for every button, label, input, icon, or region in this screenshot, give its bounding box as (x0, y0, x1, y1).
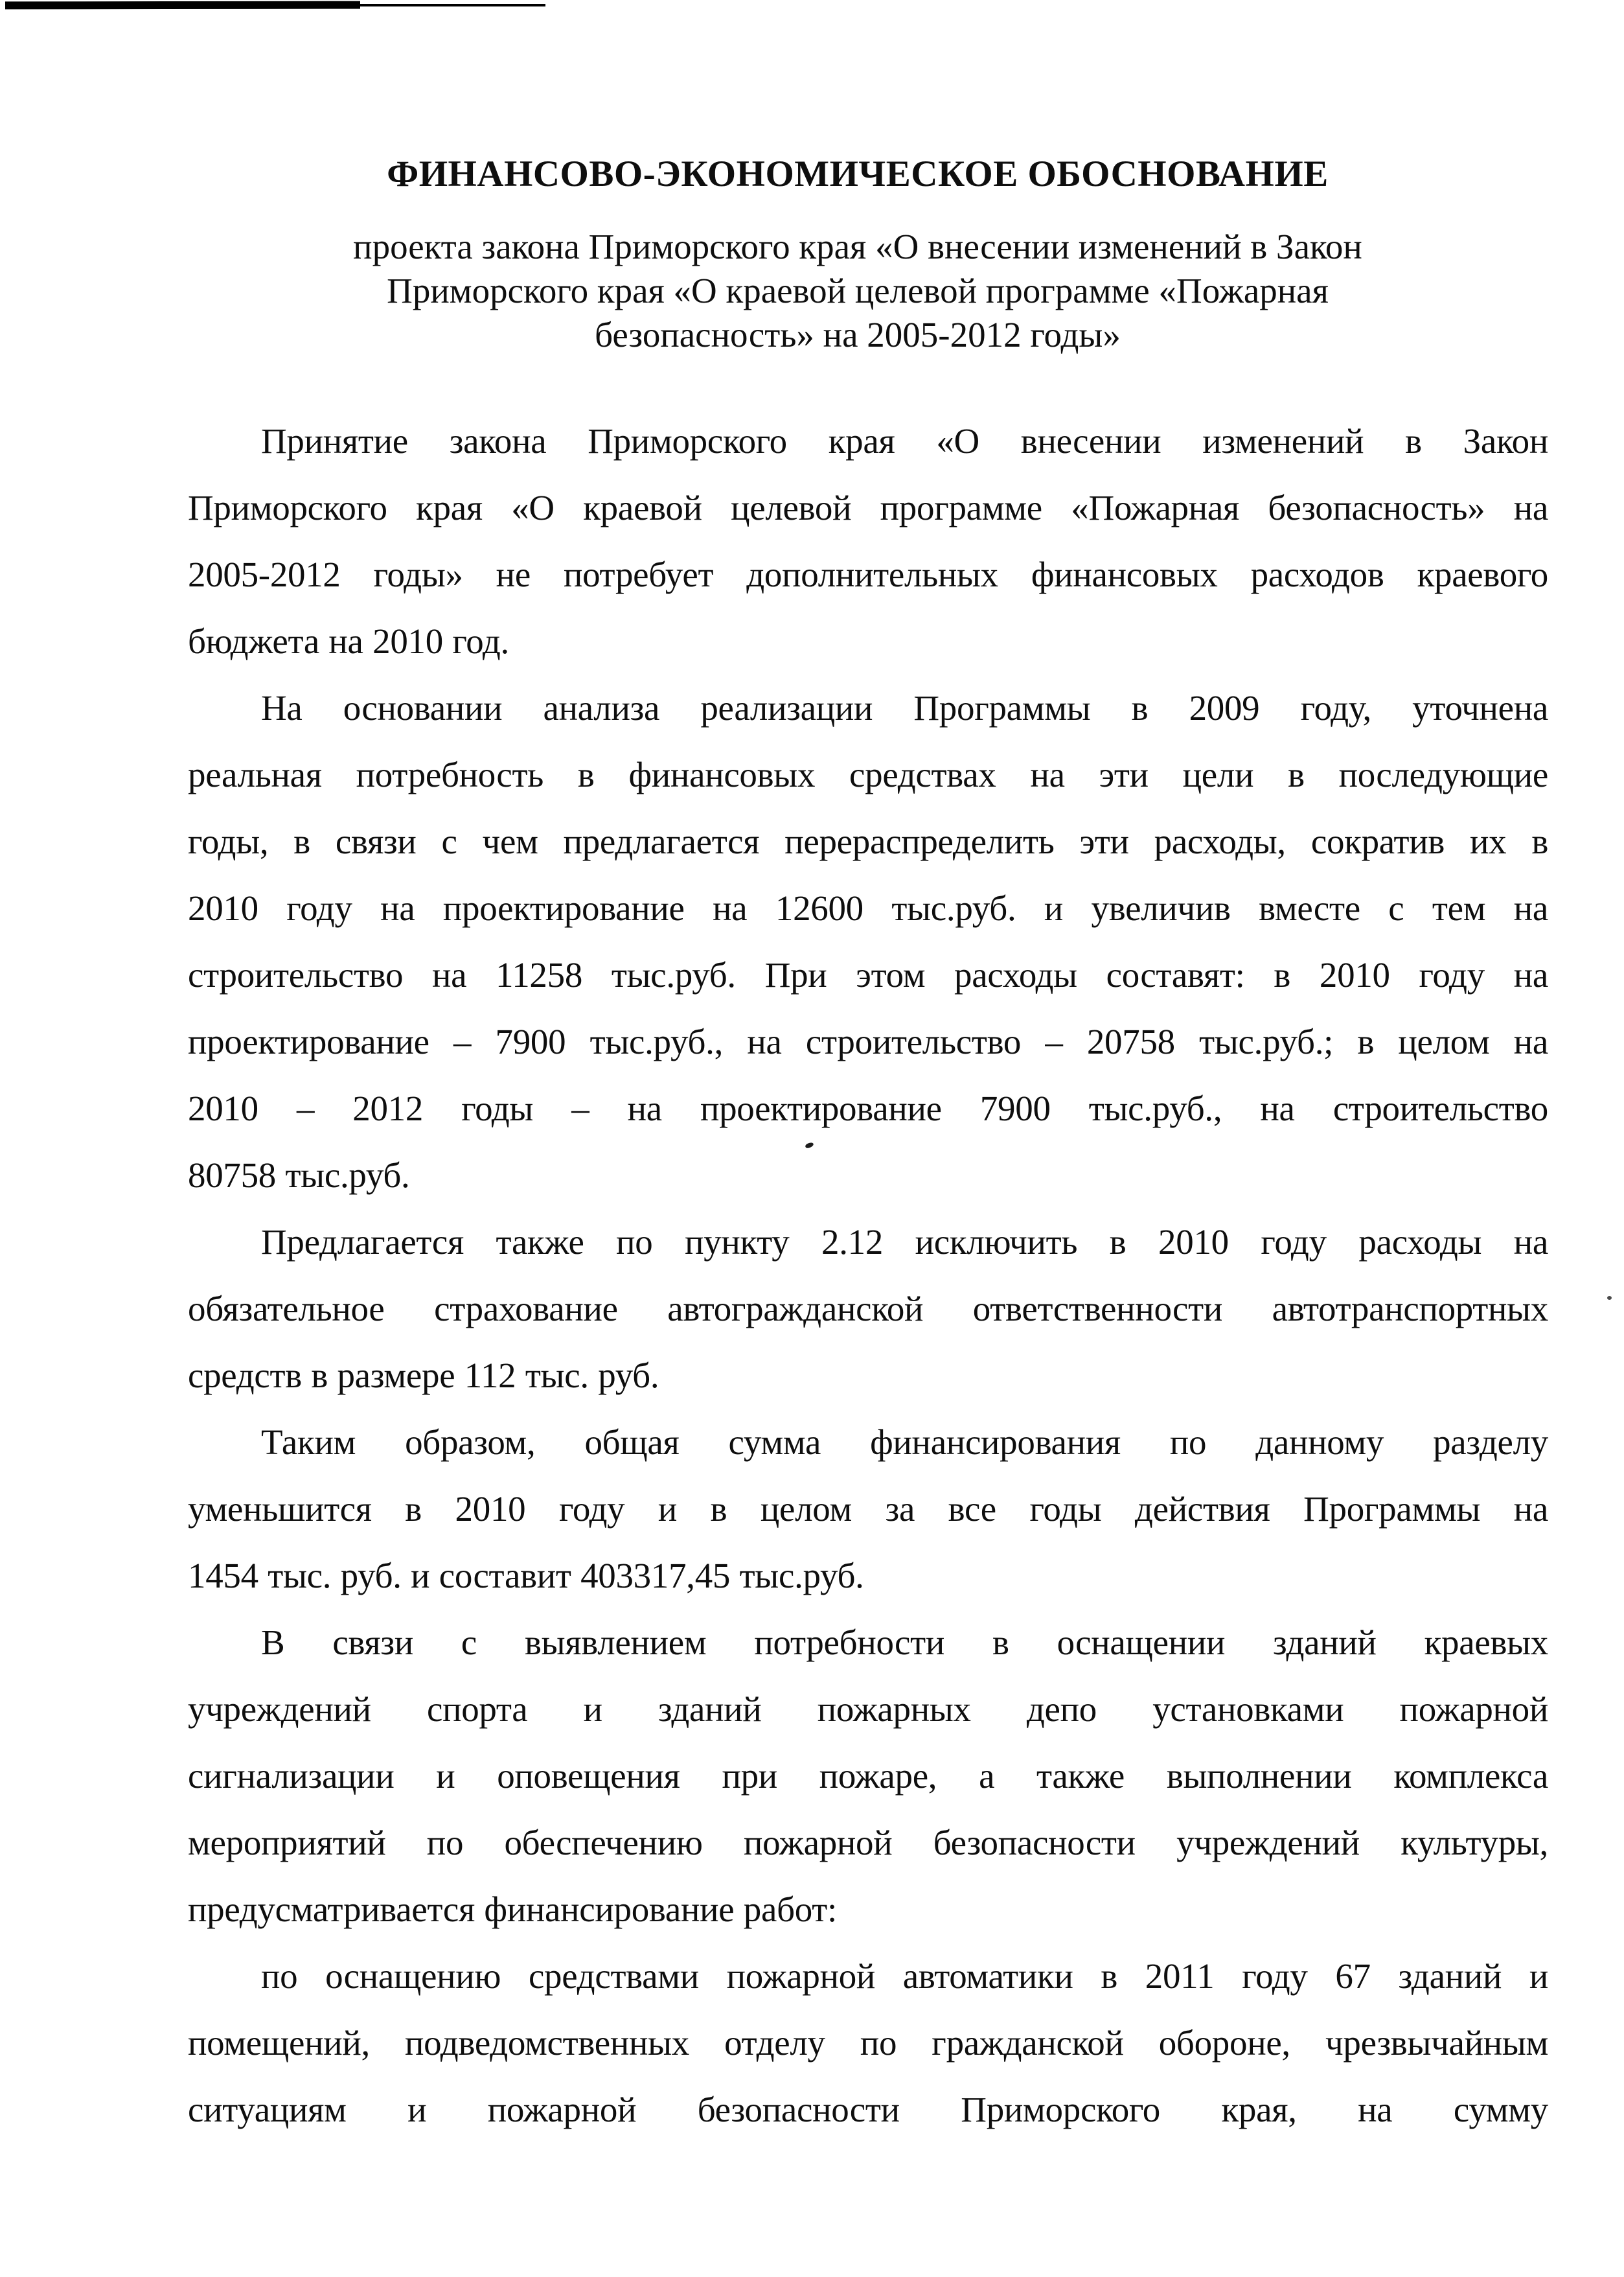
paragraph-line: Таким образом, общая сумма финансирования по данному разделу (261, 1422, 1548, 1462)
paragraph-line: учреждений спорта и зданий пожарных депо установками пожарной (188, 1689, 1548, 1729)
paragraph-line: ситуациям и пожарной безопасности Приморского края, на сумму (188, 2090, 1548, 2129)
paragraph (188, 1409, 1548, 1609)
paragraph-line: обязательное страхование автогражданской ответственности автотранспортных (188, 1289, 1548, 1328)
paragraph-line: 2010 году на проектирование на 12600 тыс.руб. и увеличив вместе с тем на (188, 888, 1548, 928)
paragraph-line: На основании анализа реализации Программы в 2009 году, уточнена (261, 688, 1548, 728)
paragraph-line: по оснащению средствами пожарной автоматики в 2011 году 67 зданий и (261, 1956, 1548, 1996)
document-content (188, 0, 1548, 2143)
document-body (188, 408, 1548, 2143)
subtitle-line: проекта закона Приморского края «О внесении изменений в Закон (353, 227, 1362, 266)
document-title: ФИНАНСОВО-ЭКОНОМИЧЕСКОЕ ОБОСНОВАНИЕ (387, 154, 1329, 194)
subtitle-line: безопасность» на 2005-2012 годы» (595, 315, 1121, 354)
paragraph-line: мероприятий по обеспечению пожарной безопасности учреждений культуры, (188, 1823, 1548, 1862)
paragraph-line: помещений, подведомственных отделу по гражданской обороне, чрезвычайным (188, 2023, 1548, 2063)
document-subtitle (167, 225, 1548, 357)
paragraph (188, 675, 1548, 1208)
paragraph-line: строительство на 11258 тыс.руб. При этом расходы составят: в 2010 году на (188, 955, 1548, 995)
paragraph-line: 2005-2012 годы» не потребует дополнительных финансовых расходов краевого (188, 555, 1548, 594)
paragraph-line: сигнализации и оповещения при пожаре, а также выполнении комплекса (188, 1756, 1548, 1796)
paragraph-line: Принятие закона Приморского края «О внесении изменений в Закон (261, 421, 1548, 461)
paragraph-line: проектирование – 7900 тыс.руб., на строительство – 20758 тыс.руб.; в целом на (188, 1022, 1548, 1061)
paragraph-line: 2010 – 2012 годы – на проектирование 7900 тыс.руб., на строительство (188, 1089, 1548, 1128)
scan-speck (1607, 1296, 1612, 1300)
paragraph-line: средств в размере 112 тыс. руб. (188, 1356, 659, 1395)
document-heading (167, 0, 1548, 357)
paragraph-line: реальная потребность в финансовых средствах на эти цели в последующие (188, 755, 1548, 794)
subtitle-line: Приморского края «О краевой целевой программе «Пожарная (387, 271, 1329, 310)
paragraph (188, 1609, 1548, 1943)
paragraph-line: 80758 тыс.руб. (188, 1155, 410, 1195)
paragraph (188, 408, 1548, 675)
paragraph (188, 1943, 1548, 2143)
paragraph-line: годы, в связи с чем предлагается перераспределить эти расходы, сократив их в (188, 822, 1548, 861)
paragraph-line: 1454 тыс. руб. и составит 403317,45 тыс.руб. (188, 1556, 864, 1595)
paragraph-line: В связи с выявлением потребности в оснащении зданий краевых (261, 1623, 1548, 1662)
paragraph-line: Приморского края «О краевой целевой программе «Пожарная безопасность» на (188, 488, 1548, 527)
paragraph-line: бюджета на 2010 год. (188, 621, 510, 661)
paragraph-line: предусматривается финансирование работ: (188, 1890, 837, 1929)
paragraph-line: уменьшится в 2010 году и в целом за все годы действия Программы на (188, 1489, 1548, 1529)
paragraph (188, 1208, 1548, 1409)
paragraph-line: Предлагается также по пункту 2.12 исключить в 2010 году расходы на (261, 1222, 1548, 1262)
